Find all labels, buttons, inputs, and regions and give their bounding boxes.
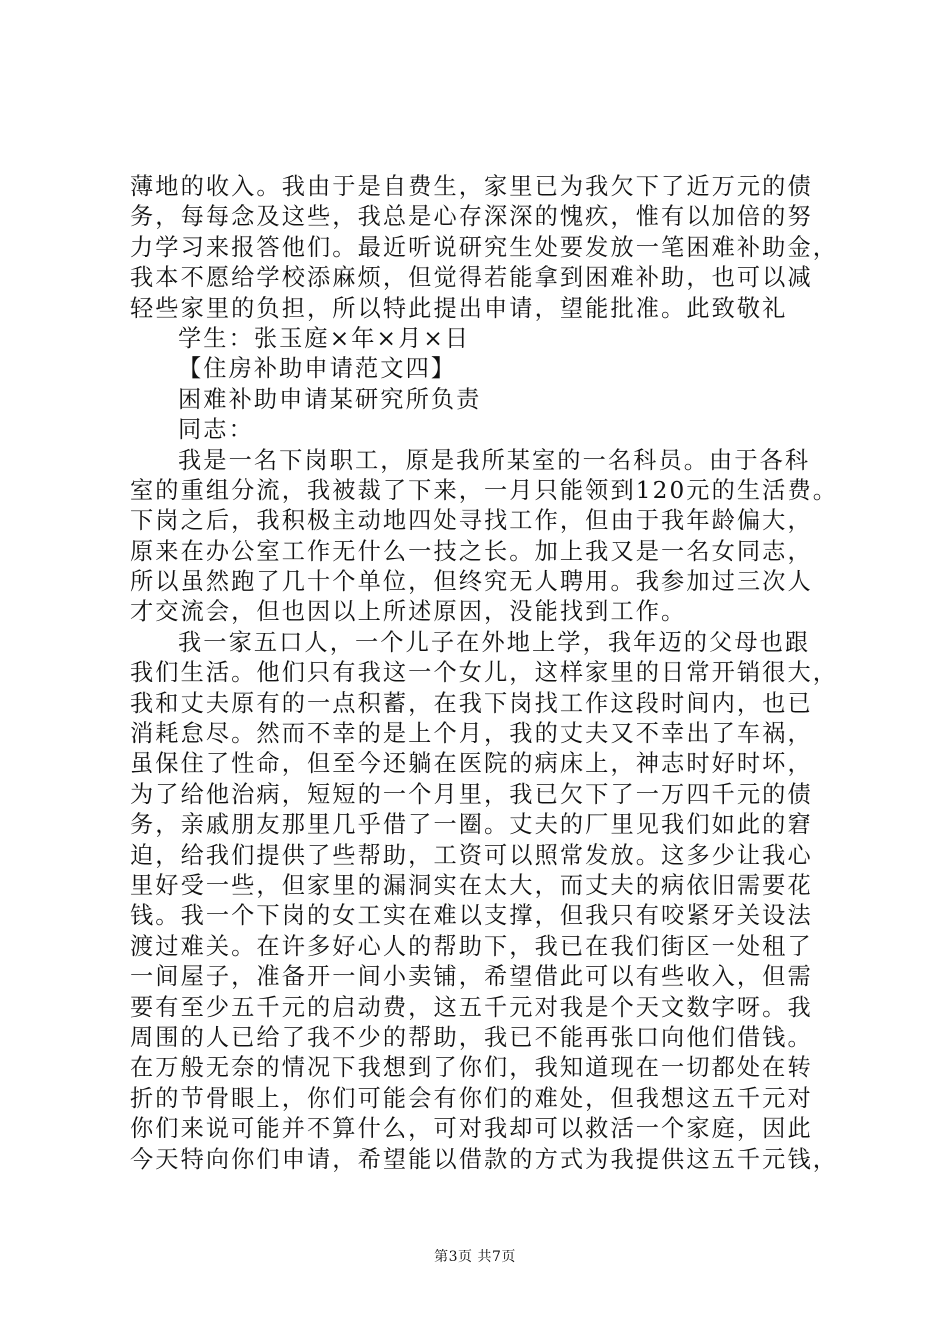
text-line: 原来在办公室工作无什么一技之长。加上我又是一名女同志， (130, 537, 813, 565)
text-line: 渡过难关。在许多好心人的帮助下，我已在我们街区一处租了 (130, 932, 813, 960)
text-line: 今天特向你们申请，希望能以借款的方式为我提供这五千元钱， (130, 1145, 839, 1173)
text-line: 要有至少五千元的启动费，这五千元对我是个天文数字呀。我 (130, 993, 813, 1021)
text-line: 所以虽然跑了几十个单位，但终究无人聘用。我参加过三次人 (130, 568, 813, 596)
text-line: 一间屋子，准备开一间小卖铺，希望借此可以有些收入，但需 (130, 963, 813, 991)
text-line: 轻些家里的负担，所以特此提出申请，望能批准。此致敬礼 (130, 294, 788, 322)
document-body (130, 172, 839, 1175)
page-footer: 第3页 共7页 (434, 1249, 516, 1265)
text-line: 我是一名下岗职工，原是我所某室的一名科员。由于各科 (178, 446, 811, 474)
text-line: 同志： (178, 416, 254, 444)
text-line: 周围的人已给了我不少的帮助，我已不能再张口向他们借钱。 (130, 1023, 813, 1051)
text-line: 室的重组分流，我被裁了下来，一月只能领到120元的生活费。 (130, 476, 839, 504)
text-line: 在万般无奈的情况下我想到了你们，我知道现在一切都处在转 (130, 1054, 813, 1082)
text-line: 我一家五口人，一个儿子在外地上学，我年迈的父母也跟 (178, 628, 811, 656)
text-line: 里好受一些，但家里的漏洞实在太大，而丈夫的病依旧需要花 (130, 871, 813, 899)
text-line: 我们生活。他们只有我这一个女儿，这样家里的日常开销很大， (130, 659, 839, 687)
text-line: 消耗怠尽。然而不幸的是上个月，我的丈夫又不幸出了车祸， (130, 720, 813, 748)
text-line: 我和丈夫原有的一点积蓄，在我下岗找工作这段时间内，也已 (130, 689, 813, 717)
text-line: 钱。我一个下岗的女工实在难以支撑，但我只有咬紧牙关设法 (130, 902, 813, 930)
text-line: 才交流会，但也因以上所述原因，没能找到工作。 (130, 598, 687, 626)
text-line: 【住房补助申请范文四】 (178, 355, 457, 383)
text-line: 为了给他治病，短短的一个月里，我已欠下了一万四千元的债 (130, 780, 813, 808)
text-line: 折的节骨眼上，你们可能会有你们的难处，但我想这五千元对 (130, 1084, 813, 1112)
text-line: 务，亲戚朋友那里几乎借了一圈。丈夫的厂里见我们如此的窘 (130, 811, 813, 839)
text-line: 薄地的收入。我由于是自费生，家里已为我欠下了近万元的债 (130, 173, 813, 200)
text-line: 困难补助申请某研究所负责 (178, 385, 482, 413)
text-line: 下岗之后，我积极主动地四处寻找工作，但由于我年龄偏大， (130, 507, 813, 535)
text-line: 虽保住了性命，但至今还躺在医院的病床上，神志时好时坏， (130, 750, 813, 778)
text-line: 你们来说可能并不算什么，可对我却可以救活一个家庭，因此 (130, 1115, 813, 1143)
text-line: 务，每每念及这些，我总是心存深深的愧疚，惟有以加倍的努 (130, 203, 813, 231)
text-line: 力学习来报答他们。最近听说研究生处要发放一笔困难补助金， (130, 233, 839, 261)
text-line: 我本不愿给学校添麻烦，但觉得若能拿到困难补助，也可以减 (130, 264, 813, 292)
text-line: 学生：张玉庭×年×月×日 (178, 324, 471, 352)
text-line: 迫，给我们提供了些帮助，工资可以照常发放。这多少让我心 (130, 841, 813, 869)
